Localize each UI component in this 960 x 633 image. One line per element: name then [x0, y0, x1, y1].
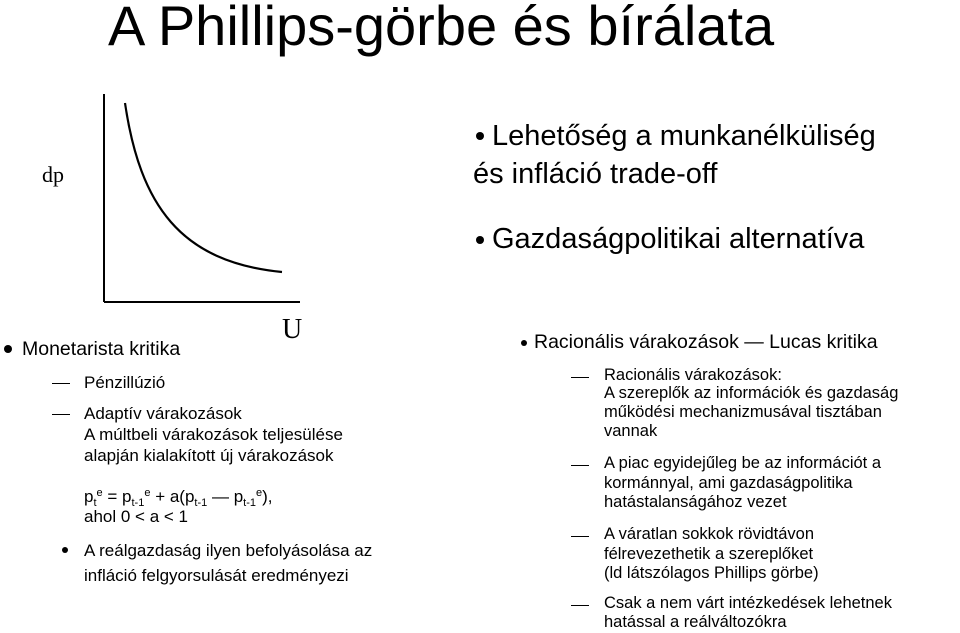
- dash-marker: [571, 377, 589, 378]
- rational-item2-line3: hatástalanságához vezet: [604, 493, 787, 511]
- monetarist-heading: Monetarista kritika: [22, 338, 181, 360]
- rational-item4-line2: hatással a reálváltozókra: [604, 613, 787, 631]
- rational-item1-line1: Racionális várakozások:: [604, 366, 782, 384]
- adaptive-expectations-line3: alapján kialakított új várakozások: [84, 446, 334, 465]
- phillips-curve: [125, 103, 282, 272]
- rational-item1-line2: A szereplők az információk és gazdaság: [604, 384, 899, 402]
- real-economy-line1: A reálgazdaság ilyen befolyásolása az: [84, 541, 373, 560]
- bullet-tradeoff-line2: és infláció trade-off: [473, 158, 718, 190]
- rational-item3-line2: félrevezethetik a szereplőket: [604, 545, 814, 563]
- dash-marker: [571, 605, 589, 606]
- adaptive-expectations-line1: Adaptív várakozások: [84, 404, 242, 423]
- bullet-dot: [521, 340, 527, 346]
- rational-item2-line2: kormánnyal, ami gazdaságpolitika: [604, 474, 853, 492]
- adaptive-formula: [84, 487, 273, 509]
- rational-item2-line1: A piac egyidejűleg be az információt a: [604, 454, 882, 472]
- rational-item1-line4: vannak: [604, 422, 658, 440]
- formula-minus: — p: [207, 487, 244, 506]
- dash-marker: [52, 383, 70, 384]
- formula-sup-e: e: [96, 487, 103, 499]
- dash-marker: [571, 465, 589, 466]
- rational-heading: Racionális várakozások — Lucas kritika: [534, 331, 878, 353]
- bullet-dot: [476, 236, 484, 244]
- adaptive-expectations-line2: A múltbeli várakozások teljesülése: [84, 425, 343, 444]
- formula-sup-e: e: [256, 487, 263, 499]
- formula-sup-e: e: [144, 487, 151, 499]
- bullet-dot: [62, 547, 68, 553]
- money-illusion: Pénzillúzió: [84, 373, 166, 392]
- y-axis-label: dp: [42, 162, 64, 187]
- x-axis-label: U: [282, 314, 303, 345]
- rational-item1-line3: működési mechanizmusával tisztában: [604, 403, 882, 421]
- rational-item3-line1: A váratlan sokkok rövidtávon: [604, 525, 815, 543]
- formula-sub-t1: t-1: [131, 497, 145, 509]
- bullet-alternative: Gazdaságpolitikai alternatíva: [492, 223, 865, 255]
- formula-p: p: [84, 487, 94, 506]
- formula-sub-t1: t-1: [243, 497, 257, 509]
- formula-plus-a: + a(p: [150, 487, 195, 506]
- bullet-dot: [4, 345, 12, 353]
- formula-eq: = p: [102, 487, 132, 506]
- formula-sub-t1: t-1: [194, 497, 208, 509]
- rational-item3-line3: (ld látszólagos Phillips görbe): [604, 564, 819, 582]
- real-economy-line2: infláció felgyorsulását eredményezi: [84, 566, 349, 585]
- rational-item4-line1: Csak a nem várt intézkedések lehetnek: [604, 594, 892, 612]
- bullet-dot: [476, 132, 484, 140]
- formula-sub-t: t: [93, 497, 97, 509]
- formula-condition: ahol 0 < a < 1: [84, 507, 188, 526]
- formula-close: ),: [262, 487, 273, 506]
- slide-title: A Phillips-görbe és bírálata: [108, 0, 775, 57]
- dash-marker: [52, 414, 70, 415]
- dash-marker: [571, 536, 589, 537]
- bullet-tradeoff-line1: Lehetőség a munkanélküliség: [492, 120, 876, 152]
